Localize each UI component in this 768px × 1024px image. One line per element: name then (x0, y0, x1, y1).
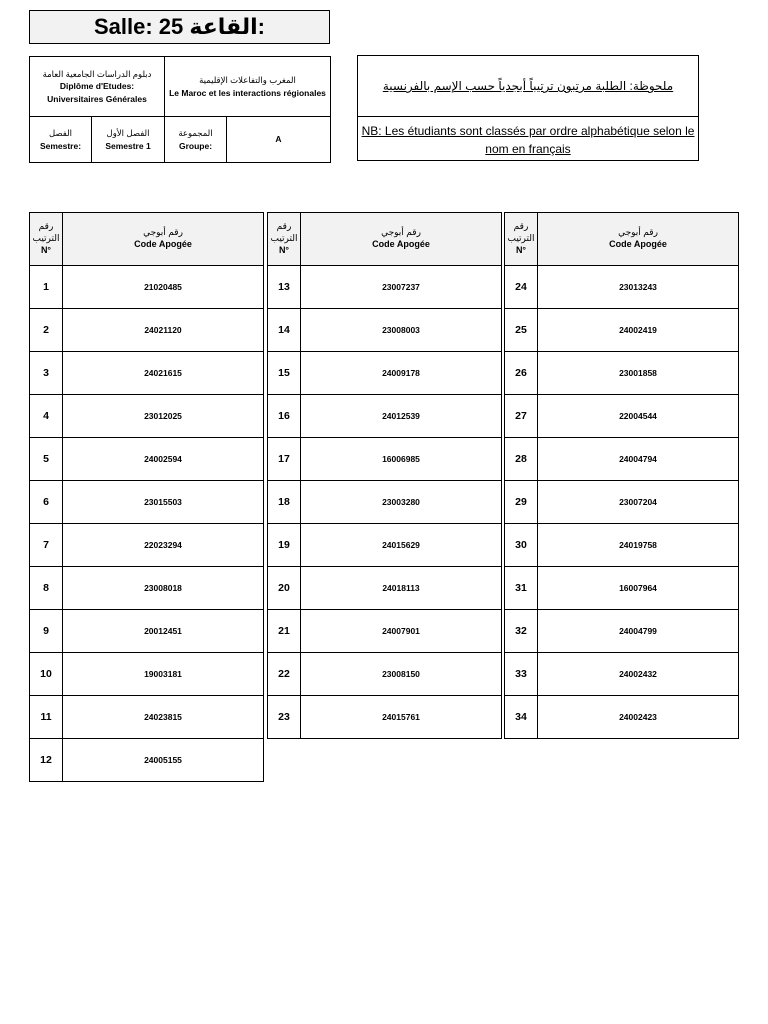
table-row (505, 438, 739, 481)
semester-label: Semestre: (39, 140, 82, 151)
rank-number: 6 (30, 481, 63, 524)
group-value: A (275, 134, 282, 145)
rank-number: 33 (505, 653, 538, 696)
code-header (538, 213, 739, 266)
rank-number: 30 (505, 524, 538, 567)
rank-number: 24 (505, 266, 538, 309)
table-row (505, 352, 739, 395)
rank-number: 8 (30, 567, 63, 610)
module-cell (165, 57, 331, 117)
code-header (63, 213, 264, 266)
num-header (505, 213, 538, 266)
apogee-code: 21020485 (63, 266, 264, 309)
table-row (505, 696, 739, 739)
num-header-ar: رقم الترتيب (507, 221, 535, 244)
table-row (505, 481, 739, 524)
group-label: Groupe: (178, 140, 213, 151)
num-header-ar: رقم الترتيب (32, 221, 60, 244)
rank-number: 21 (268, 610, 301, 653)
apogee-code: 24021120 (63, 309, 264, 352)
table-row (30, 395, 264, 438)
rank-number: 32 (505, 610, 538, 653)
table-row (30, 739, 264, 782)
module-ar: المغرب والتفاعلات الإقليمية (199, 75, 296, 86)
apogee-code: 23008003 (301, 309, 502, 352)
apogee-code: 23015503 (63, 481, 264, 524)
table-row (30, 567, 264, 610)
apogee-code: 16007964 (538, 567, 739, 610)
apogee-code: 23013243 (538, 266, 739, 309)
table-row (30, 266, 264, 309)
semester-value: Semestre 1 (105, 140, 151, 151)
apogee-code: 23007204 (538, 481, 739, 524)
table-row (268, 309, 502, 352)
table-row (30, 524, 264, 567)
code-header-fr: Code Apogée (609, 239, 667, 249)
apogee-code: 23007237 (301, 266, 502, 309)
table-row (30, 610, 264, 653)
code-header-ar: رقم أبوجي (381, 227, 421, 238)
table-row (268, 481, 502, 524)
semester-label-cell (30, 117, 92, 163)
apogee-code: 24002432 (538, 653, 739, 696)
table-row (30, 653, 264, 696)
rank-number: 28 (505, 438, 538, 481)
rank-number: 18 (268, 481, 301, 524)
num-header-fr: N° (40, 244, 52, 255)
apogee-code: 24018113 (301, 567, 502, 610)
table-row (30, 438, 264, 481)
apogee-code: 24019758 (538, 524, 739, 567)
table-row (30, 696, 264, 739)
code-header-fr: Code Apogée (134, 239, 192, 249)
apogee-code: 16006985 (301, 438, 502, 481)
table-row (505, 567, 739, 610)
table-row (268, 352, 502, 395)
apogee-code: 23008150 (301, 653, 502, 696)
rank-number: 5 (30, 438, 63, 481)
table-row (268, 266, 502, 309)
note-french: NB: Les étudiants sont classés par ordre alphabétique selon le nom en français (361, 123, 695, 156)
rank-number: 16 (268, 395, 301, 438)
apogee-code: 22023294 (63, 524, 264, 567)
rank-number: 20 (268, 567, 301, 610)
rank-number: 12 (30, 739, 63, 782)
table-row (30, 481, 264, 524)
table-row (268, 438, 502, 481)
group-ar: المجموعة (178, 128, 213, 139)
table-row (505, 309, 739, 352)
rank-number: 9 (30, 610, 63, 653)
rank-number: 3 (30, 352, 63, 395)
apogee-code: 24004794 (538, 438, 739, 481)
rank-number: 31 (505, 567, 538, 610)
diploma-cell (30, 57, 165, 117)
table-row (268, 610, 502, 653)
rank-number: 13 (268, 266, 301, 309)
table-row (30, 352, 264, 395)
rank-number: 7 (30, 524, 63, 567)
table-row (268, 524, 502, 567)
diploma-ar: دبلوم الدراسات الجامعية العامة (42, 69, 152, 80)
course-info-table (29, 56, 331, 163)
table-row (268, 653, 502, 696)
apogee-code: 24012539 (301, 395, 502, 438)
apogee-code: 20012451 (63, 610, 264, 653)
rank-number: 4 (30, 395, 63, 438)
table-row (505, 266, 739, 309)
semester-value-cell (92, 117, 165, 163)
code-header (301, 213, 502, 266)
apogee-code: 23003280 (301, 481, 502, 524)
rank-number: 1 (30, 266, 63, 309)
apogee-code: 19003181 (63, 653, 264, 696)
apogee-code: 24015629 (301, 524, 502, 567)
apogee-code: 24004799 (538, 610, 739, 653)
rank-number: 23 (268, 696, 301, 739)
table-row (505, 653, 739, 696)
code-header-fr: Code Apogée (372, 239, 430, 249)
apogee-code: 24023815 (63, 696, 264, 739)
rank-number: 11 (30, 696, 63, 739)
rank-number: 26 (505, 352, 538, 395)
num-header-fr: N° (278, 244, 290, 255)
apogee-code: 22004544 (538, 395, 739, 438)
rank-number: 29 (505, 481, 538, 524)
apogee-code: 24005155 (63, 739, 264, 782)
code-header-ar: رقم أبوجي (143, 227, 183, 238)
table-row (505, 610, 739, 653)
roster-column-2 (267, 212, 502, 739)
roster-column-1 (29, 212, 264, 782)
num-header-fr: N° (515, 244, 527, 255)
note-box (357, 55, 699, 161)
apogee-code: 24002594 (63, 438, 264, 481)
semester-ar: الفصل (48, 128, 73, 139)
table-row (30, 309, 264, 352)
table-row (505, 395, 739, 438)
apogee-code: 24009178 (301, 352, 502, 395)
apogee-code: 23008018 (63, 567, 264, 610)
num-header-ar: رقم الترتيب (270, 221, 298, 244)
num-header (30, 213, 63, 266)
table-row (268, 395, 502, 438)
rank-number: 14 (268, 309, 301, 352)
rank-number: 27 (505, 395, 538, 438)
table-row (268, 696, 502, 739)
code-header-ar: رقم أبوجي (618, 227, 658, 238)
group-label-cell (165, 117, 227, 163)
roster-column-3 (504, 212, 739, 739)
diploma-fr: Diplôme d'Etudes: Universitaires Générales (47, 81, 147, 104)
group-value-cell (227, 117, 331, 163)
table-row (268, 567, 502, 610)
semester-value-ar: الفصل الأول (106, 128, 150, 139)
rank-number: 34 (505, 696, 538, 739)
rank-number: 19 (268, 524, 301, 567)
rank-number: 22 (268, 653, 301, 696)
table-row (505, 524, 739, 567)
apogee-code: 24015761 (301, 696, 502, 739)
apogee-code: 24007901 (301, 610, 502, 653)
rank-number: 2 (30, 309, 63, 352)
page-title: Salle: 25 القاعة: (29, 10, 330, 44)
apogee-code: 24021615 (63, 352, 264, 395)
apogee-code: 24002419 (538, 309, 739, 352)
note-arabic: ملحوظة: الطلبة مرتبون ترتيباً أبجدياً حسب الإسم بالفرنسية (358, 56, 698, 117)
rank-number: 15 (268, 352, 301, 395)
rank-number: 17 (268, 438, 301, 481)
num-header (268, 213, 301, 266)
apogee-code: 23012025 (63, 395, 264, 438)
apogee-code: 24002423 (538, 696, 739, 739)
rank-number: 10 (30, 653, 63, 696)
module-fr: Le Maroc et les interactions régionales (169, 87, 326, 98)
rank-number: 25 (505, 309, 538, 352)
apogee-code: 23001858 (538, 352, 739, 395)
